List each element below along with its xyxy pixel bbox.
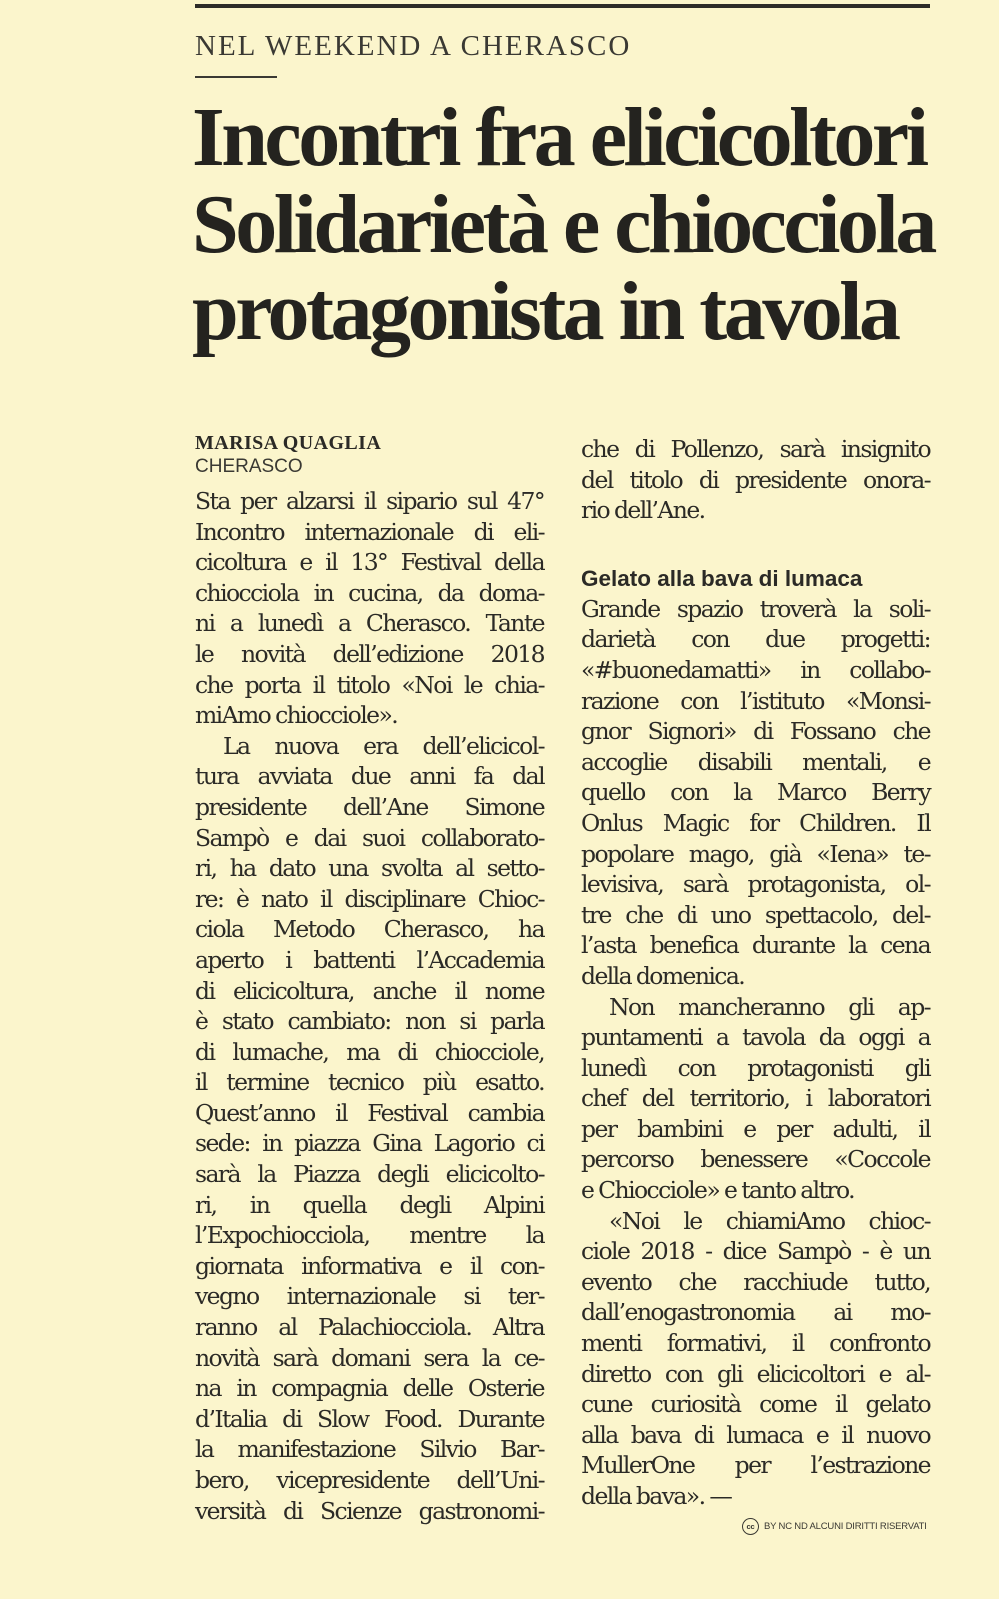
text-line: ni a lunedì a Cherasco. Tante xyxy=(195,609,544,638)
text-line: per bambini e per adulti, il xyxy=(581,1114,930,1143)
text-line: chiocciola in cucina, da doma- xyxy=(195,578,544,607)
text-line: giornata informativa e il con- xyxy=(195,1251,544,1280)
text-line: ri, in quella degli Alpini xyxy=(195,1190,544,1219)
text-line: alla bava di lumaca e il nuovo xyxy=(581,1420,930,1449)
headline xyxy=(192,91,972,358)
creative-commons-icon: cc xyxy=(742,1518,759,1535)
text-line: rio dell’Ane. xyxy=(581,496,705,525)
text-line: ri, ha dato una svolta al setto- xyxy=(195,854,544,883)
text-line: miAmo chiocciole». xyxy=(195,701,398,730)
text-line: ciola Metodo Cherasco, ha xyxy=(195,915,544,944)
text-line: il termine tecnico più esatto. xyxy=(195,1068,544,1097)
text-line: che di Pollenzo, sarà insignito xyxy=(581,435,930,463)
text-line: chef del territorio, i laboratori xyxy=(581,1084,930,1113)
text-line: è stato cambiato: non si parla xyxy=(195,1007,544,1036)
text-line: Sta per alzarsi il sipario sul 47° xyxy=(195,487,544,515)
article-column-2 xyxy=(581,434,930,1512)
text-line: sede: in piazza Gina Lagorio ci xyxy=(195,1129,544,1158)
text-line: sarà la Piazza degli elicicolto- xyxy=(195,1160,544,1189)
text-line: cune curiosità come il gelato xyxy=(581,1390,930,1419)
text-line: la manifestazione Silvio Bar- xyxy=(195,1435,544,1464)
text-line: razione con l’istituto «Monsi- xyxy=(581,686,930,715)
text-line: ciole 2018 - dice Sampò - è un xyxy=(581,1237,930,1266)
text-line: tre che di uno spettacolo, del- xyxy=(581,900,930,929)
text-line: na in compagnia delle Osterie xyxy=(195,1374,544,1403)
text-line: novità sarà domani sera la ce- xyxy=(195,1343,544,1372)
text-line: levisiva, sarà protagonista, ol- xyxy=(581,870,930,899)
text-line: puntamenti a tavola da oggi a xyxy=(581,1023,930,1052)
text-line: vegno internazionale si ter- xyxy=(195,1282,544,1311)
text-line: Grande spazio troverà la soli- xyxy=(581,594,930,623)
text-line: le novità dell’edizione 2018 xyxy=(195,639,544,668)
text-line: ranno al Palachiocciola. Altra xyxy=(195,1313,544,1342)
text-line: che porta il titolo «Noi le chia- xyxy=(195,670,544,699)
text-line: versità di Scienze gastronomi- xyxy=(195,1496,544,1525)
text-line: aperto i battenti l’Accademia xyxy=(195,945,544,974)
article-column-1 xyxy=(195,486,544,1526)
text-line: «Noi le chiamiAmo chioc- xyxy=(609,1206,930,1235)
text-line: presidente dell’Ane Simone xyxy=(195,792,544,821)
text-line: di elicicoltura, anche il nome xyxy=(195,976,544,1005)
text-line: bero, vicepresidente dell’Uni- xyxy=(195,1466,544,1494)
subhead: Gelato alla bava di lumaca xyxy=(581,565,863,591)
byline-place: CHERASCO xyxy=(195,456,303,477)
text-line: popolare mago, già «Iena» te- xyxy=(581,839,930,868)
byline-author: MARISA QUAGLIA xyxy=(195,432,382,454)
license-text: BY NC ND ALCUNI DIRITTI RISERVATI xyxy=(764,1521,927,1532)
headline-line: Solidarietà e chiocciola xyxy=(192,178,934,271)
license-note xyxy=(742,1518,927,1535)
text-line: della bava». — xyxy=(581,1482,732,1510)
text-line: diretto con gli elicicoltori e al- xyxy=(581,1359,930,1388)
text-line: re: è nato il disciplinare Chioc- xyxy=(195,884,544,913)
text-line: d’Italia di Slow Food. Durante xyxy=(195,1404,544,1433)
text-line: l’asta benefica durante la cena xyxy=(581,931,930,960)
text-line: percorso benessere «Coccole xyxy=(581,1145,930,1174)
text-line: gnor Signori» di Fossano che xyxy=(581,717,930,746)
text-line: evento che racchiude tutto, xyxy=(581,1267,930,1296)
text-line: Sampò e dai suoi collaborato- xyxy=(195,823,544,852)
kicker-rule xyxy=(195,76,277,78)
top-rule xyxy=(195,4,930,8)
text-line: dall’enogastronomia ai mo- xyxy=(581,1298,930,1327)
text-line: cicoltura e il 13° Festival della xyxy=(195,548,544,577)
text-line: e Chiocciole» e tanto altro. xyxy=(581,1176,855,1205)
text-line: Onlus Magic for Children. Il xyxy=(581,808,930,837)
text-line: «#buonedamatti» in collabo- xyxy=(581,655,930,684)
text-line: l’Expochiocciola, mentre la xyxy=(195,1221,544,1250)
text-line: menti formativi, il confronto xyxy=(581,1329,930,1358)
text-line: della domenica. xyxy=(581,961,745,990)
text-line: Non mancheranno gli ap- xyxy=(609,992,930,1021)
text-line: di lumache, ma di chiocciole, xyxy=(195,1037,544,1066)
text-line: Incontro internazionale di eli- xyxy=(195,517,544,546)
text-line: tura avviata due anni fa dal xyxy=(195,762,544,791)
text-line: del titolo di presidente onora- xyxy=(581,465,930,494)
text-line: darietà con due progetti: xyxy=(581,625,930,654)
headline-line: Incontri fra elicicoltori xyxy=(192,91,926,184)
text-line: MullerOne per l’estrazione xyxy=(581,1451,930,1480)
text-line: lunedì con protagonisti gli xyxy=(581,1053,930,1082)
headline-line: protagonista in tavola xyxy=(192,265,898,358)
text-line: accoglie disabili mentali, e xyxy=(581,747,930,776)
text-line: Quest’anno il Festival cambia xyxy=(195,1098,544,1127)
text-line: quello con la Marco Berry xyxy=(581,778,930,807)
kicker: NEL WEEKEND A CHERASCO xyxy=(195,30,632,62)
text-line: La nuova era dell’elicicol- xyxy=(223,731,544,760)
